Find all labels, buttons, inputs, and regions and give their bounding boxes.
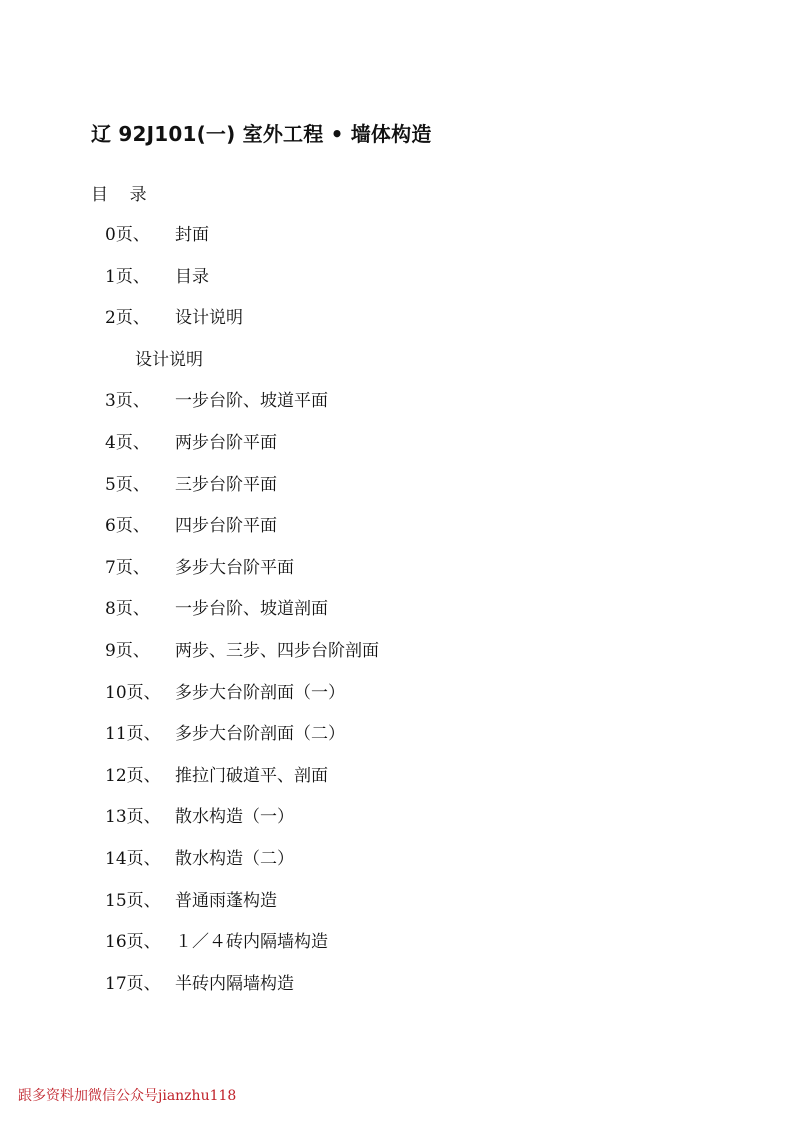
toc-entry-title: 两步台阶平面 [175,433,277,453]
toc-entry-title: 目录 [175,266,209,287]
toc-page-number: 7页、 [105,557,150,578]
toc-page-number: 9页、 [105,641,150,661]
toc-page-number: 14页、 [105,849,161,869]
toc-page-number: 15页、 [105,890,161,911]
toc-page-number: 3页、 [105,391,150,412]
toc-page-number: 10页、 [105,682,161,703]
toc-page-number: 11页、 [105,724,161,745]
toc-heading: 目 录 [91,185,147,205]
toc-page-number: 4页、 [105,433,150,453]
toc-entry-title: 半砖内隔墙构造 [175,973,294,994]
toc-entry-title: 三步台阶平面 [175,474,277,495]
toc-entry-title: 两步、三步、四步台阶剖面 [175,641,379,661]
toc-entry-title: 散水构造（一） [175,807,294,828]
toc-page-number: 5页、 [105,474,150,495]
toc-entry-title: 推拉门破道平、剖面 [175,765,328,786]
toc-entry-title: 普通雨蓬构造 [175,890,277,911]
toc-entry-title: 封面 [175,225,209,245]
toc-page-number: 0页、 [105,225,150,245]
toc-entry-title: 一步台阶、坡道平面 [175,391,328,412]
toc-page-number: 12页、 [105,765,161,786]
footer-note: 跟多资料加微信公众号jianzhu118 [18,1088,237,1104]
toc-page-number: 1页、 [105,266,150,287]
toc-entry-title: 四步台阶平面 [175,516,277,537]
toc-entry-title: 一步台阶、坡道剖面 [175,599,328,620]
toc-entry-title: 多步大台阶剖面（二） [175,724,345,745]
toc-entry-title: １／４砖内隔墙构造 [175,932,328,953]
toc-page-number: 13页、 [105,807,161,828]
toc-page-number: 8页、 [105,599,150,620]
document-title: 辽 92J101(一) 室外工程 • 墙体构造 [91,122,432,146]
toc-page-number: 16页、 [105,932,161,953]
toc-subentry: 设计说明 [135,349,203,370]
toc-entry-title: 多步大台阶平面 [175,557,294,578]
toc-page-number: 6页、 [105,516,150,537]
toc-entry-title: 散水构造（二） [175,849,294,869]
toc-entry-title: 多步大台阶剖面（一） [175,682,345,703]
toc-page-number: 17页、 [105,973,161,994]
toc-page-number: 2页、 [105,308,150,329]
toc-entry-title: 设计说明 [175,308,243,329]
